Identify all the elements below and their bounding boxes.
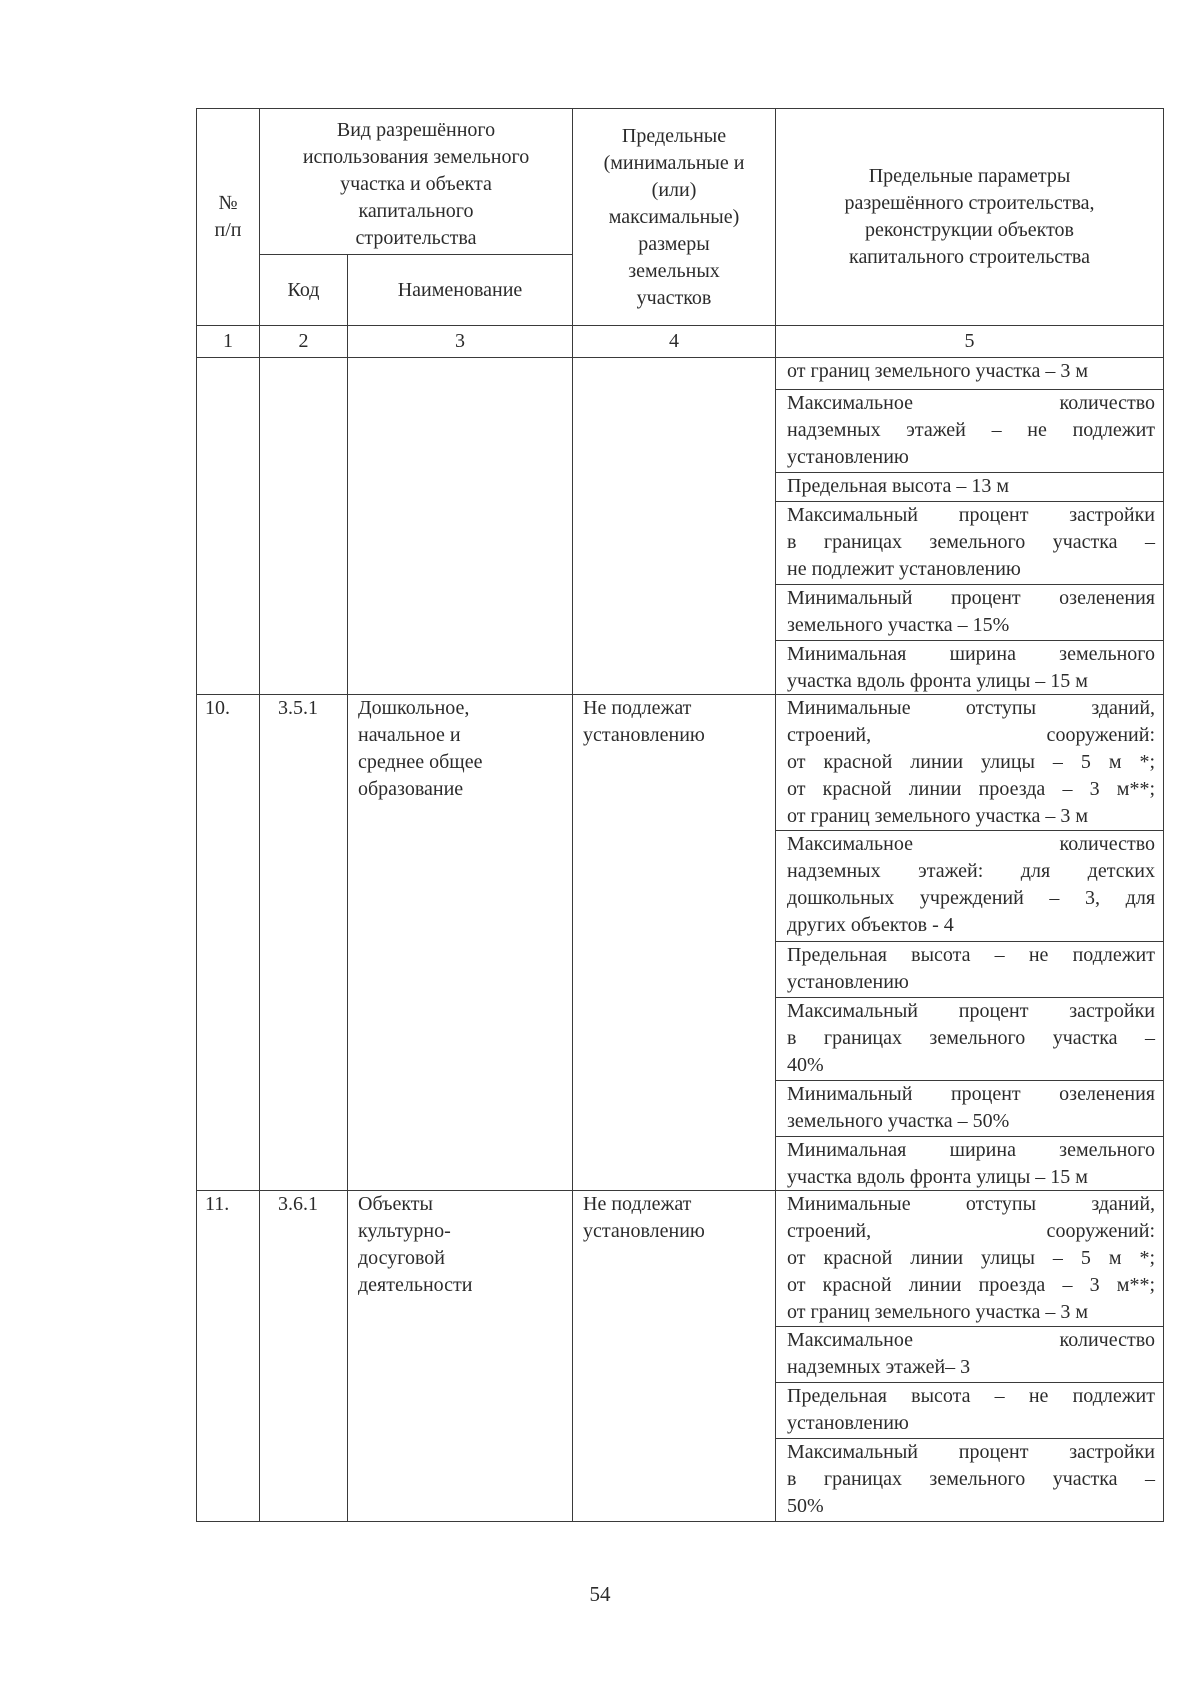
header-use-type <box>260 109 573 255</box>
text-line: Вид разрешённого <box>336 119 496 141</box>
parameter-line: Минимальная ширина земельного <box>787 643 1156 665</box>
parameter-line: от границ земельного участка – 3 м <box>787 1301 1089 1323</box>
text-line: реконструкции объектов <box>865 219 1074 241</box>
text-line: земельных <box>628 259 720 282</box>
text-line: Предельные параметры <box>868 165 1071 187</box>
row-number: 11. <box>197 1191 260 1522</box>
parameter-line: от красной линии проезда – 3 м**; <box>787 1274 1156 1296</box>
parameter-line: в границах земельного участка – <box>787 1027 1156 1049</box>
text-line: среднее общее <box>358 751 483 773</box>
parameter-line: от красной линии улицы – 5 м *; <box>787 1247 1156 1269</box>
text-line: деятельности <box>358 1274 473 1296</box>
row-code <box>260 358 348 695</box>
text-line: Предельные <box>621 124 727 147</box>
parameter-item <box>776 830 1163 941</box>
parameter-line: установлению <box>787 971 909 993</box>
header-plot-sizes <box>573 109 776 326</box>
parameter-line: в границах земельного участка – <box>787 531 1156 553</box>
row-number <box>197 358 260 695</box>
parameter-line: земельного участка – 50% <box>787 1110 1010 1132</box>
row-plot-sizes <box>573 358 776 695</box>
text-line: досуговой <box>358 1247 446 1269</box>
parameter-line: Минимальные отступы зданий, <box>787 697 1156 719</box>
parameter-line: не подлежит установлению <box>787 558 1021 580</box>
row-plot-sizes <box>573 1191 776 1522</box>
parameter-item <box>776 1438 1163 1521</box>
text-line: (минимальные и <box>603 151 745 174</box>
parameter-line: Минимальная ширина земельного <box>787 1139 1156 1161</box>
col-number-5: 5 <box>776 326 1164 358</box>
row-parameters <box>776 695 1164 1191</box>
parameter-item <box>776 1326 1163 1382</box>
parameter-item <box>776 389 1163 472</box>
page-number: 54 <box>589 1582 611 1606</box>
row-code: 3.5.1 <box>260 695 348 1191</box>
parameter-line: Максимальный процент застройки <box>787 1000 1156 1022</box>
text-line: использования земельного <box>302 146 530 168</box>
text-line: Объекты <box>358 1193 433 1215</box>
table-row <box>197 358 1164 695</box>
row-number: 10. <box>197 695 260 1191</box>
parameter-line: в границах земельного участка – <box>787 1468 1156 1490</box>
header-code: Код <box>260 255 348 326</box>
parameter-item <box>776 941 1163 997</box>
parameter-line: земельного участка – 15% <box>787 614 1010 636</box>
row-code: 3.6.1 <box>260 1191 348 1522</box>
parameter-line: Максимальное количество <box>787 833 1156 855</box>
row-use-name <box>348 695 573 1191</box>
parameter-line: надземных этажей– 3 <box>787 1356 971 1378</box>
parameter-line: других объектов - 4 <box>787 914 954 936</box>
header-number: № п/п <box>197 109 260 326</box>
text-line: участков <box>636 286 712 309</box>
table-row <box>197 1191 1164 1522</box>
parameter-line: Максимальный процент застройки <box>787 504 1156 526</box>
header-parameters <box>776 109 1164 326</box>
parameter-item <box>776 472 1163 501</box>
column-numbers-row <box>197 326 1164 358</box>
parameter-line: Максимальное количество <box>787 392 1156 414</box>
parameter-item <box>776 1080 1163 1136</box>
text-line: образование <box>358 778 464 800</box>
text-line: разрешённого строительства, <box>844 192 1095 214</box>
parameter-item <box>776 358 1163 389</box>
text-line: Не подлежат <box>583 1193 692 1215</box>
parameter-line: Максимальный процент застройки <box>787 1441 1156 1463</box>
text-line: культурно- <box>358 1220 451 1242</box>
parameter-line: участка вдоль фронта улицы – 15 м <box>787 1166 1088 1188</box>
text-line: (или) <box>651 178 697 201</box>
col-number-2: 2 <box>260 326 348 358</box>
parameter-line: надземных этажей: для детских <box>787 860 1156 882</box>
parameter-item <box>776 997 1163 1080</box>
col-number-1: 1 <box>197 326 260 358</box>
table-row <box>197 695 1164 1191</box>
col-number-3: 3 <box>348 326 573 358</box>
parameter-line: строений, сооружений: <box>787 724 1156 746</box>
parameter-line: Минимальный процент озеленения <box>787 1083 1156 1105</box>
parameter-item <box>776 584 1163 640</box>
parameter-line: от красной линии улицы – 5 м *; <box>787 751 1156 773</box>
row-parameters <box>776 1191 1164 1522</box>
parameter-line: Минимальный процент озеленения <box>787 587 1156 609</box>
text-line: установлению <box>583 724 705 746</box>
text-line: начальное и <box>358 724 461 746</box>
parameter-item <box>776 695 1163 830</box>
text-line: капитального строительства <box>849 246 1090 268</box>
text-line: Дошкольное, <box>358 697 470 719</box>
row-use-name <box>348 358 573 695</box>
header-name: Наименование <box>348 255 573 326</box>
row-plot-sizes <box>573 695 776 1191</box>
parameter-item <box>776 1136 1163 1190</box>
parameter-item <box>776 640 1163 694</box>
parameter-line: участка вдоль фронта улицы – 15 м <box>787 670 1088 692</box>
parameter-line: надземных этажей – не подлежит <box>787 419 1156 441</box>
col-number-4: 4 <box>573 326 776 358</box>
parameter-line: Предельная высота – 13 м <box>787 475 1010 497</box>
parameter-line: дошкольных учреждений – 3, для <box>787 887 1156 909</box>
parameter-line: от красной линии проезда – 3 м**; <box>787 778 1156 800</box>
parameter-item <box>776 501 1163 584</box>
parameter-line: 40% <box>787 1054 824 1076</box>
text-line: Не подлежат <box>583 697 692 719</box>
row-parameters <box>776 358 1164 695</box>
text-line: капитального <box>358 200 474 222</box>
parameter-line: Максимальное количество <box>787 1329 1156 1351</box>
parameter-line: Минимальные отступы зданий, <box>787 1193 1156 1215</box>
text-line: участка и объекта <box>340 173 492 195</box>
parameter-line: Предельная высота – не подлежит <box>787 1385 1156 1407</box>
parameter-line: установлению <box>787 1412 909 1434</box>
parameter-item <box>776 1191 1163 1326</box>
text-line: установлению <box>583 1220 705 1242</box>
land-use-table <box>196 108 1164 1522</box>
parameter-line: от границ земельного участка – 3 м <box>787 360 1089 382</box>
parameter-line: Предельная высота – не подлежит <box>787 944 1156 966</box>
text-line: максимальные) <box>608 205 740 228</box>
text-line: размеры <box>638 232 710 255</box>
parameter-item <box>776 1382 1163 1438</box>
text-line: строительства <box>355 227 477 249</box>
parameter-line: установлению <box>787 446 909 468</box>
parameter-line: от границ земельного участка – 3 м <box>787 805 1089 827</box>
row-use-name <box>348 1191 573 1522</box>
parameter-line: 50% <box>787 1495 824 1517</box>
parameter-line: строений, сооружений: <box>787 1220 1156 1242</box>
